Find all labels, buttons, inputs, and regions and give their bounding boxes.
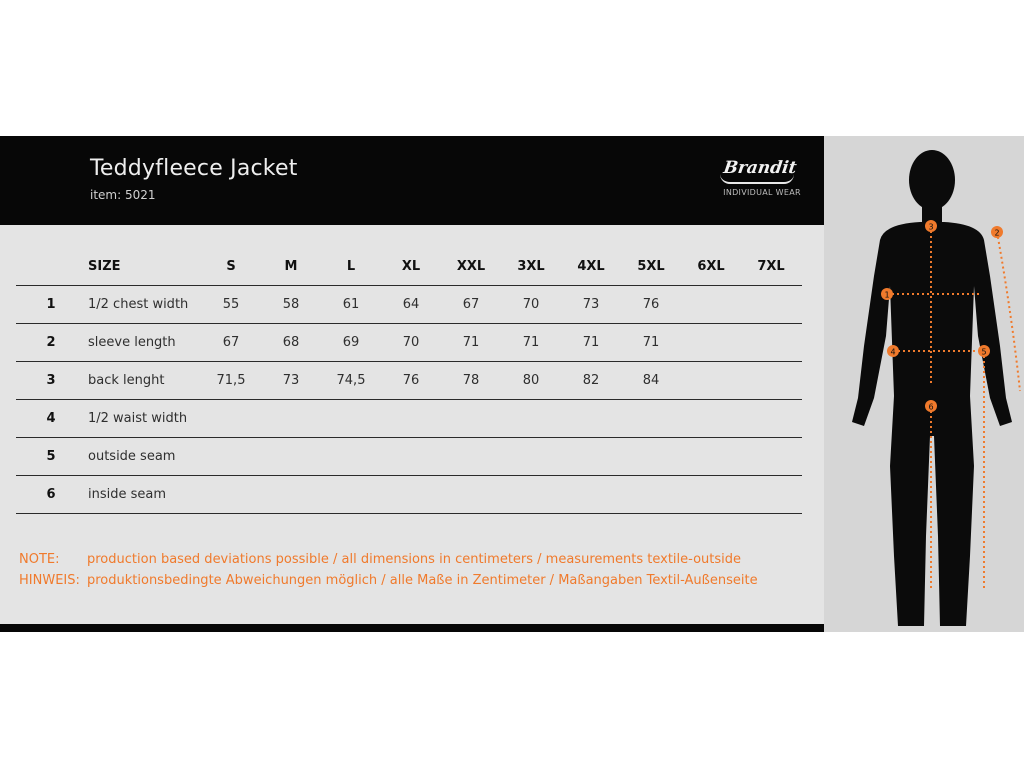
- table-cell: 74,5: [336, 373, 366, 388]
- footer-bar: [0, 624, 824, 632]
- table-cell: 73: [282, 373, 300, 388]
- table-row: [16, 399, 802, 437]
- size-table: [16, 247, 802, 514]
- table-row: [16, 323, 802, 361]
- table-row: [16, 475, 802, 514]
- size-column-heading: SIZE: [88, 258, 121, 274]
- body-measurement-figure: [824, 136, 1024, 632]
- table-cell: [681, 286, 741, 323]
- marker-label: 5: [981, 347, 987, 357]
- size-header: L: [346, 258, 356, 274]
- product-title: Teddyfleece Jacket: [90, 156, 298, 181]
- table-row: [16, 285, 802, 323]
- table-cell: [741, 324, 801, 361]
- table-cell: 84: [642, 373, 660, 388]
- row-number: 1: [46, 297, 56, 312]
- note-english: [19, 552, 799, 570]
- size-header: 3XL: [517, 258, 545, 274]
- brand-subline: INDIVIDUAL WEAR: [723, 188, 801, 197]
- table-cell: 76: [402, 373, 420, 388]
- row-label: outside seam: [88, 449, 176, 464]
- table-cell: 76: [642, 297, 660, 312]
- marker-label: 4: [890, 347, 896, 357]
- table-cell: 64: [402, 297, 420, 312]
- size-chart-sheet: [0, 136, 1024, 632]
- table-cell: 71,5: [216, 373, 246, 388]
- marker-6: [925, 400, 937, 412]
- table-cell: 71: [462, 335, 480, 350]
- row-number: 4: [46, 411, 56, 426]
- note-german: [19, 573, 799, 591]
- row-number: 3: [46, 373, 56, 388]
- brand-logo: [712, 158, 812, 206]
- row-label: back lenght: [88, 373, 165, 388]
- size-header: 6XL: [697, 258, 725, 274]
- table-row: [16, 361, 802, 399]
- hinweis-label: HINWEIS:: [19, 573, 80, 588]
- table-cell: [741, 362, 801, 399]
- marker-label: 3: [928, 222, 934, 232]
- note-label: NOTE:: [19, 552, 60, 567]
- marker-4: [887, 345, 899, 357]
- table-cell: 80: [522, 373, 540, 388]
- table-cell: 70: [402, 335, 420, 350]
- row-number: 5: [46, 449, 56, 464]
- table-cell: 67: [462, 297, 480, 312]
- marker-5: [978, 345, 990, 357]
- table-cell: 55: [222, 297, 240, 312]
- marker-label: 1: [884, 290, 890, 300]
- table-cell: [741, 286, 801, 323]
- table-cell: 82: [582, 373, 600, 388]
- table-cell: 71: [642, 335, 660, 350]
- table-cell: [681, 324, 741, 361]
- size-header: 4XL: [577, 258, 605, 274]
- row-label: inside seam: [88, 487, 167, 502]
- table-cell: 78: [462, 373, 480, 388]
- note-text: production based deviations possible / all dimensions in centimeters / measurements textile-outside: [87, 552, 742, 567]
- row-label: sleeve length: [88, 335, 176, 350]
- table-cell: 68: [282, 335, 300, 350]
- marker-2: [991, 226, 1003, 238]
- row-number: 6: [46, 487, 56, 502]
- row-label: 1/2 chest width: [88, 297, 189, 312]
- marker-label: 6: [928, 402, 934, 412]
- size-header: M: [284, 258, 298, 274]
- marker-1: [881, 288, 893, 300]
- header-bar: [0, 136, 824, 225]
- size-header: XL: [401, 258, 421, 274]
- size-header: XXL: [456, 258, 486, 274]
- table-cell: 71: [582, 335, 600, 350]
- table-header-row: [16, 247, 802, 285]
- brand-wordmark: Brandit: [722, 158, 798, 178]
- row-number: 2: [46, 335, 56, 350]
- marker-3: [925, 220, 937, 232]
- table-cell: 67: [222, 335, 240, 350]
- table-cell: 61: [342, 297, 360, 312]
- logo-swoosh: [720, 174, 794, 184]
- table-cell: 69: [342, 335, 360, 350]
- table-cell: 71: [522, 335, 540, 350]
- hinweis-text: produktionsbedingte Abweichungen möglich / alle Maße in Zentimeter / Maßangaben Textil-Außenseite: [87, 573, 758, 588]
- size-header: 5XL: [637, 258, 665, 274]
- table-cell: 58: [282, 297, 300, 312]
- item-number: item: 5021: [90, 188, 156, 202]
- row-label: 1/2 waist width: [88, 411, 188, 426]
- size-header: 7XL: [757, 258, 785, 274]
- table-row: [16, 437, 802, 475]
- body-figure-panel: [824, 136, 1024, 632]
- size-header: S: [226, 258, 236, 274]
- table-cell: 70: [522, 297, 540, 312]
- table-cell: [681, 362, 741, 399]
- marker-label: 2: [994, 228, 1000, 238]
- table-cell: 73: [582, 297, 600, 312]
